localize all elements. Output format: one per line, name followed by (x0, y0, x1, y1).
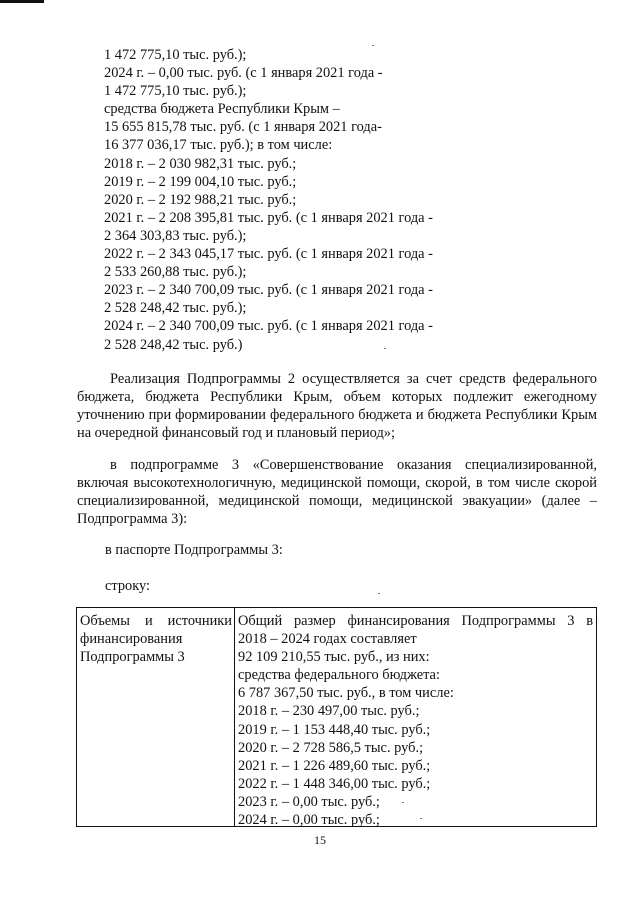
table-value-line: 6 787 367,50 тыс. руб., в том числе: (238, 685, 454, 702)
list-item: 2024 г. – 0,00 тыс. руб. (с 1 января 2021 года - (104, 65, 383, 82)
list-item: 2 533 260,88 тыс. руб.); (104, 264, 247, 281)
budget-list (104, 46, 433, 354)
table-value-line: средства федерального бюджета: (238, 667, 440, 684)
list-item: 2 528 248,42 тыс. руб.) (104, 336, 243, 353)
list-item: 2020 г. – 2 192 988,21 тыс. руб.; (104, 191, 297, 208)
scan-speck (378, 593, 380, 594)
list-item: средства бюджета Республики Крым – (104, 101, 340, 118)
list-item: 1 472 775,10 тыс. руб.); (104, 83, 247, 100)
table-label-cell (80, 612, 232, 666)
table-label-line: финансирования (80, 631, 183, 648)
table-value-line: 2020 г. – 2 728 586,5 тыс. руб.; (238, 739, 424, 756)
table-value-cell (238, 612, 593, 829)
list-item: 2 364 303,83 тыс. руб.); (104, 227, 247, 244)
table-value-line: 2018 – 2024 годах составляет (238, 631, 417, 648)
table-value-line: 2021 г. – 1 226 489,60 тыс. руб.; (238, 757, 431, 774)
paragraph-implementation (77, 370, 597, 442)
table-value-line: 2018 г. – 230 497,00 тыс. руб.; (238, 703, 420, 720)
paragraph-text: Реализация Подпрограммы 2 осуществляется за счет средств федерального бюджета, бюджета Республики Крым, объем которых подлежит ежегодному уточнению при формировании федерального бюджета и бюджета Республики Крым на очередной финансовый год и плановый период»; (77, 371, 597, 442)
list-item: 2018 г. – 2 030 982,31 тыс. руб.; (104, 155, 297, 172)
scan-speck (384, 348, 386, 349)
table-value-line: 2019 г. – 1 153 448,40 тыс. руб.; (238, 721, 431, 738)
list-item: 2024 г. – 2 340 700,09 тыс. руб. (с 1 января 2021 года - (104, 318, 433, 335)
table-value-line: 2022 г. – 1 448 346,00 тыс. руб.; (238, 775, 431, 792)
page-number: 15 (314, 833, 326, 847)
list-item: 2 528 248,42 тыс. руб.); (104, 300, 247, 317)
list-item: 16 377 036,17 тыс. руб.); в том числе: (104, 137, 333, 154)
table-value-line: Общий размер финансирования Подпрограммы 3 в (238, 613, 593, 629)
table-column-divider (234, 608, 235, 826)
paragraph-row: строку: (105, 578, 151, 594)
list-item: 2023 г. – 2 340 700,09 тыс. руб. (с 1 января 2021 года - (104, 282, 433, 299)
list-item: 1 472 775,10 тыс. руб.); (104, 47, 247, 63)
scan-speck (402, 802, 404, 803)
scan-speck (420, 818, 422, 819)
table-value-line: 92 109 210,55 тыс. руб., из них: (238, 649, 430, 666)
list-item: 2022 г. – 2 343 045,17 тыс. руб. (с 1 января 2021 года - (104, 246, 433, 263)
paragraph-passport: в паспорте Подпрограммы 3: (105, 542, 283, 558)
table-label-line: Подпрограммы 3 (80, 649, 185, 666)
paragraph-text: в подпрограмме 3 «Совершенствование оказания специализированной, включая высокотехнологичную, медицинской помощи, скорой, в том числе скорой специализированной, медицинской помощи, медицинской эвакуации» (далее – Подпрограмма 3): (77, 457, 597, 528)
scan-speck (372, 45, 374, 46)
list-item: 2021 г. – 2 208 395,81 тыс. руб. (с 1 января 2021 года - (104, 209, 433, 226)
financing-table (76, 607, 597, 827)
table-value-line: 2023 г. – 0,00 тыс. руб.; (238, 793, 380, 810)
table-label-line: Объемы и источники (80, 613, 232, 629)
list-item: 15 655 815,78 тыс. руб. (с 1 января 2021 года- (104, 119, 382, 136)
table-value-line: 2024 г. – 0,00 тыс. руб.; (238, 812, 380, 829)
scan-corner-mark (0, 0, 44, 3)
paragraph-subprogram-3 (77, 456, 597, 528)
list-item: 2019 г. – 2 199 004,10 тыс. руб.; (104, 173, 297, 190)
